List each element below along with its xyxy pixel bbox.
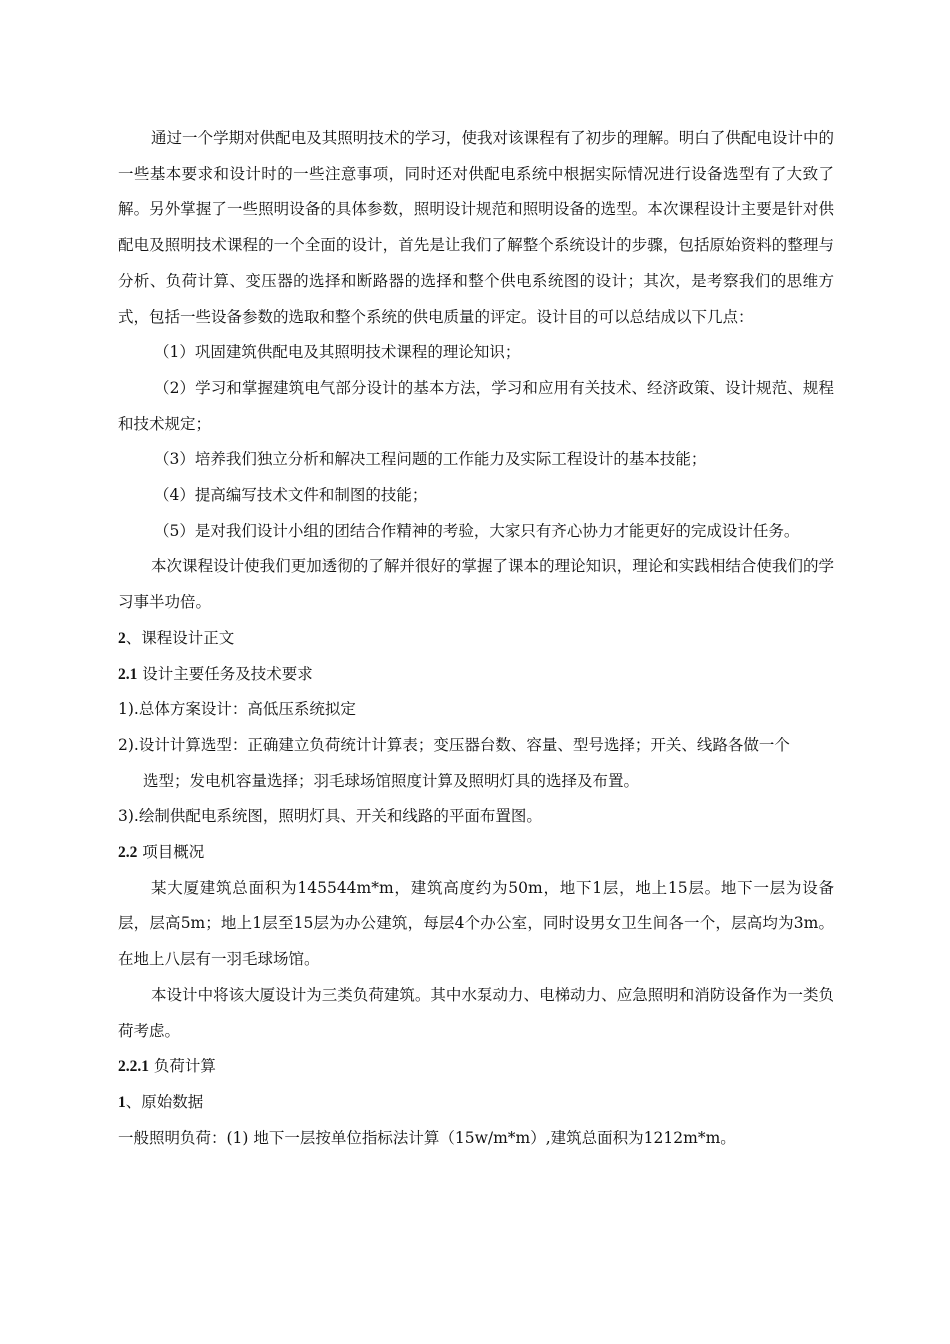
section-2-number: 2 [118,629,126,647]
document-body [118,121,834,1156]
task-item-1: 1).总体方案设计：高低压系统拟定 [118,700,356,719]
section-2-title: 、课程设计正文 [125,628,235,647]
task-item-2: 2).设计计算选型：正确建立负荷统计计算表；变压器台数、容量、型号选择；开关、线路各做一个 [118,735,790,754]
section-2-1-title: 设计主要任务及技术要求 [137,664,313,683]
goal-item-3: （3）培养我们独立分析和解决工程问题的工作能力及实际工程设计的基本技能； [154,450,707,469]
task-item-2-continued: 选型；发电机容量选择；羽毛球场馆照度计算及照明灯具的选择及布置。 [143,771,640,790]
section-2-2-1-title: 负荷计算 [149,1057,216,1076]
lighting-load-paragraph: 一般照明负荷：(1) 地下一层按单位指标法计算（15w/m*m）,建筑总面积为1212m*m。 [118,1128,736,1147]
section-2-2-title: 项目概况 [137,843,205,862]
goal-item-5: （5）是对我们设计小组的团结合作精神的考验，大家只有齐心协力才能更好的完成设计任务。 [154,521,800,540]
task-item-3: 3).绘制供配电系统图，照明灯具、开关和线路的平面布置图。 [118,807,542,826]
load-class-paragraph: 本设计中将该大厦设计为三类负荷建筑。其中水泵动力、电梯动力、应急照明和消防设备作为一类负荷考虑。 [118,985,834,1040]
subsection-1-heading [118,1085,834,1121]
intro-paragraph: 通过一个学期对供配电及其照明技术的学习，使我对该课程有了初步的理解。明白了供配电设计中的一些基本要求和设计时的一些注意事项，同时还对供配电系统中根据实际情况进行设备选型有了大致了解。另外掌握了一些照明设备的具体参数，照明设计规范和照明设备的选型。本次课程设计主要是针对供配电及照明技术课程的一个全面的设计，首先是让我们了解整个系统设计的步骤，包括原始资料的整理与分析、负荷计算、变压器的选择和断路器的选择和整个供电系统图的设计；其次，是考察我们的思维方式，包括一些设备参数的选取和整个系统的供电质量的评定。设计目的可以总结成以下几点： [118,129,834,326]
summary-paragraph: 本次课程设计使我们更加透彻的了解并很好的掌握了课本的理论知识，理论和实践相结合使我们的学习事半功倍。 [118,557,834,612]
subsection-1-title: 、原始数据 [125,1092,204,1111]
goal-item-1: （1）巩固建筑供配电及其照明技术课程的理论知识； [154,343,521,362]
section-2-2-heading [118,835,834,871]
section-2-2-number: 2.2 [118,844,138,862]
subsection-1-number: 1 [118,1093,126,1111]
project-overview-paragraph: 某大厦建筑总面积为145544m*m，建筑高度约为50m，地下1层，地上15层。地下一层为设备层，层高5m；地上1层至15层为办公建筑，每层4个办公室，同时设男女卫生间各一个，层高均为3m。在地上八层有一羽毛球场馆。 [118,878,834,969]
goal-item-4: （4）提高编写技术文件和制图的技能； [154,486,428,505]
section-2-2-1-heading [118,1049,834,1085]
section-2-1-number: 2.1 [118,665,138,683]
section-2-heading [118,621,834,657]
section-2-2-1-number: 2.2.1 [118,1058,149,1076]
goal-item-2: （2）学习和掌握建筑电气部分设计的基本方法，学习和应用有关技术、经济政策、设计规范、规程和技术规定； [118,378,834,433]
section-2-1-heading [118,657,834,693]
